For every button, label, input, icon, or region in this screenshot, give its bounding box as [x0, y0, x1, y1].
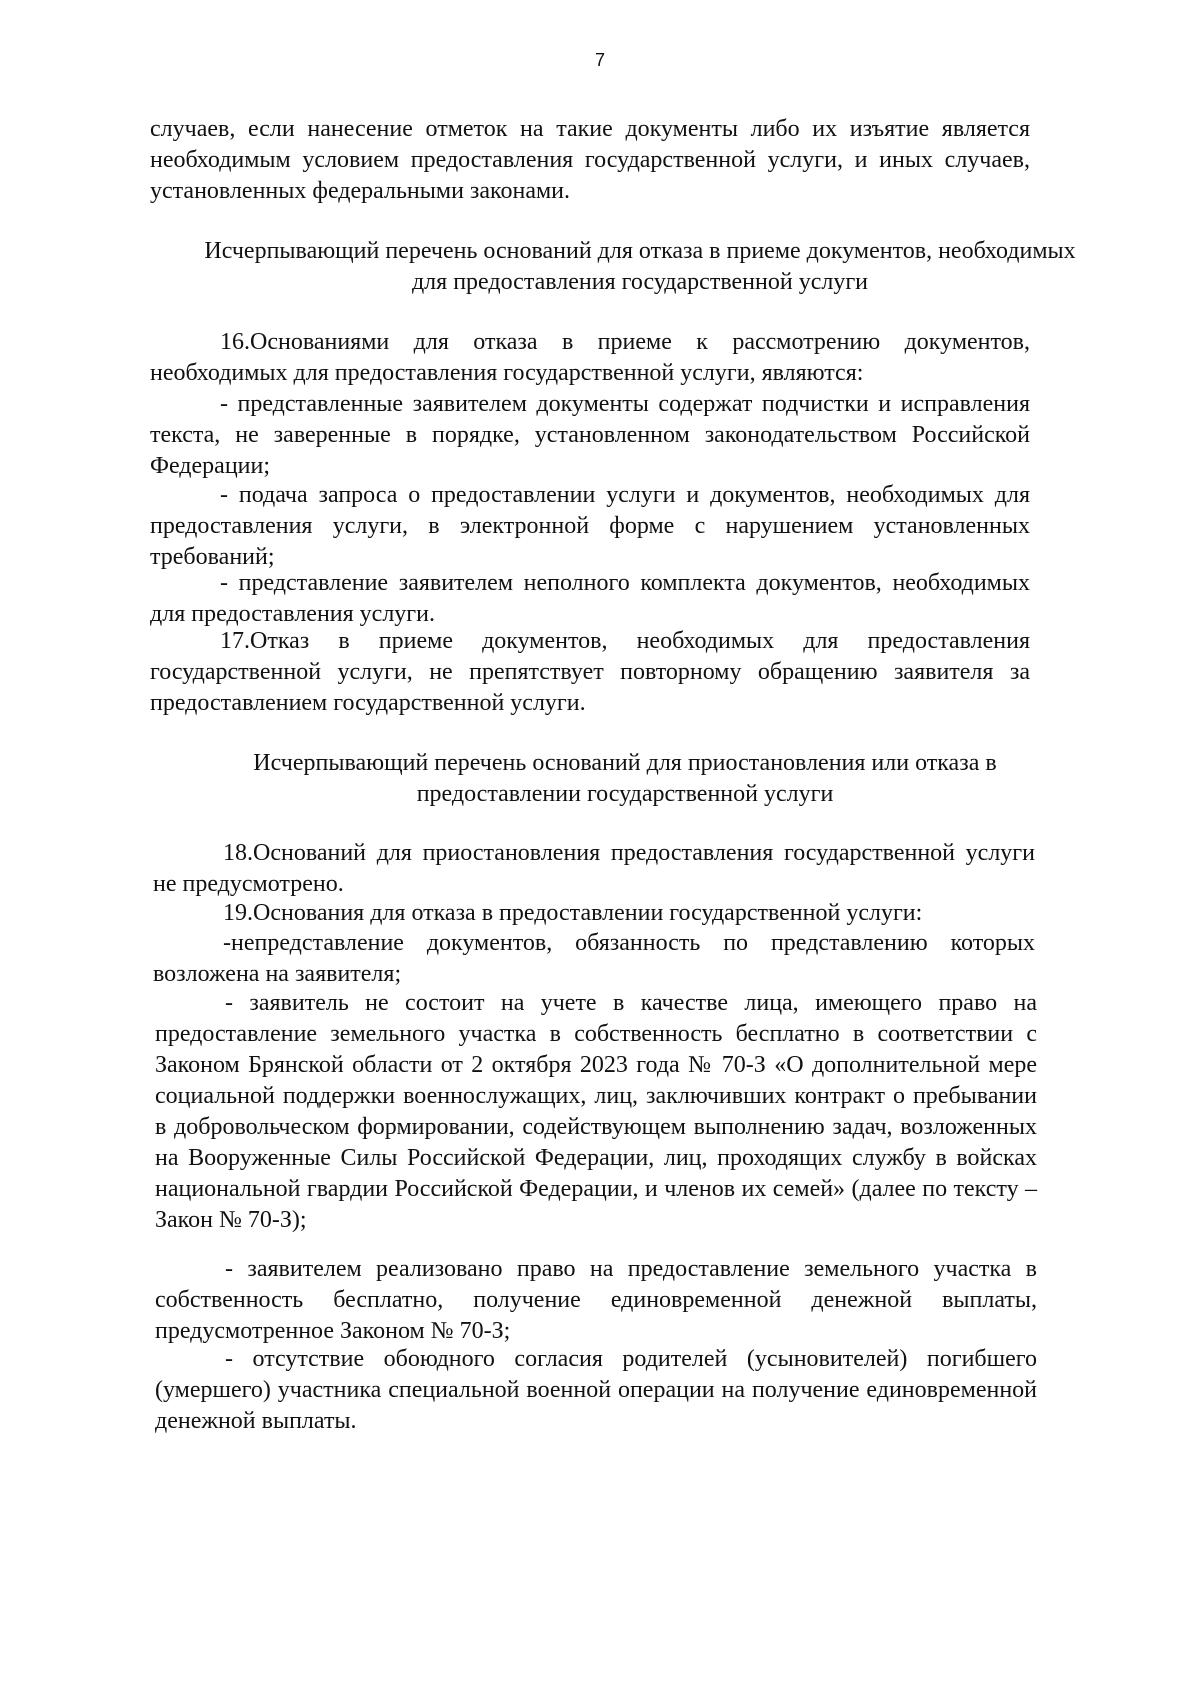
list-item-corrections: - представленные заявителем документы содержат подчистки и исправления текста, не заверенные в порядке, установленном законодательством Российской Федерации; — [150, 391, 1030, 479]
list-item-electronic-form: - подача запроса о предоставлении услуги и документов, необходимых для предоставления услуги, в электронной форме с нарушением установленных требований; — [150, 482, 1030, 570]
section-heading-suspension-refusal: Исчерпывающий перечень оснований для приостановления или отказа в предоставлении государственной услуги — [253, 750, 997, 807]
paragraph-19: 19.Основания для отказа в предоставлении государственной услуги: — [223, 900, 923, 926]
page-number: 7 — [594, 50, 605, 70]
paragraph-18: 18.Оснований для приостановления предоставления государственной услуги не предусмотрено. — [153, 840, 1035, 897]
list-item-no-mutual-consent: - отсутствие обоюдного согласия родителей (усыновителей) погибшего (умершего) участника специальной военной операции на получение единовременной денежной выплаты. — [155, 1346, 1037, 1434]
list-item-non-submission: -непредставление документов, обязанность по представлению которых возложена на заявителя; — [153, 930, 1035, 987]
paragraph-17: 17.Отказ в приеме документов, необходимых для предоставления государственной услуги, не препятствует повторному обращению заявителя за предоставлением государственной услуги. — [150, 628, 1030, 716]
list-item-right-realized: - заявителем реализовано право на предоставление земельного участка в собственность бесплатно, получение единовременной денежной выплаты, предусмотренное Законом № 70-З; — [155, 1256, 1037, 1344]
list-item-incomplete-set: - представление заявителем неполного комплекта документов, необходимых для предоставления услуги. — [150, 570, 1030, 627]
paragraph-continuation: случаев, если нанесение отметок на такие документы либо их изъятие является необходимым условием предоставления государственной услуги, и иных случаев, установленных федеральными законами. — [150, 116, 1030, 204]
list-item-not-registered: - заявитель не состоит на учете в качестве лица, имеющего право на предоставление земельного участка в собственность бесплатно в соответствии с Законом Брянской области от 2 октября 2023 года № 70-З «О дополнительной мере социальной поддержки военнослужащих, лиц, заключивших контракт о пребывании в добровольческом формировании, содействующем выполнению задач, возложенных на Вооруженные Силы Российской Федерации, лиц, проходящих службу в войсках национальной гвардии Российской Федерации, и членов их семей» (далее по тексту – Закон № 70-З); — [155, 990, 1037, 1233]
paragraph-16: 16.Основаниями для отказа в приеме к рассмотрению документов, необходимых для предоставления государственной услуги, являются: — [150, 329, 1030, 386]
section-heading-refusal-documents: Исчерпывающий перечень оснований для отказа в приеме документов, необходимых для предоставления государственной услуги — [204, 238, 1076, 295]
